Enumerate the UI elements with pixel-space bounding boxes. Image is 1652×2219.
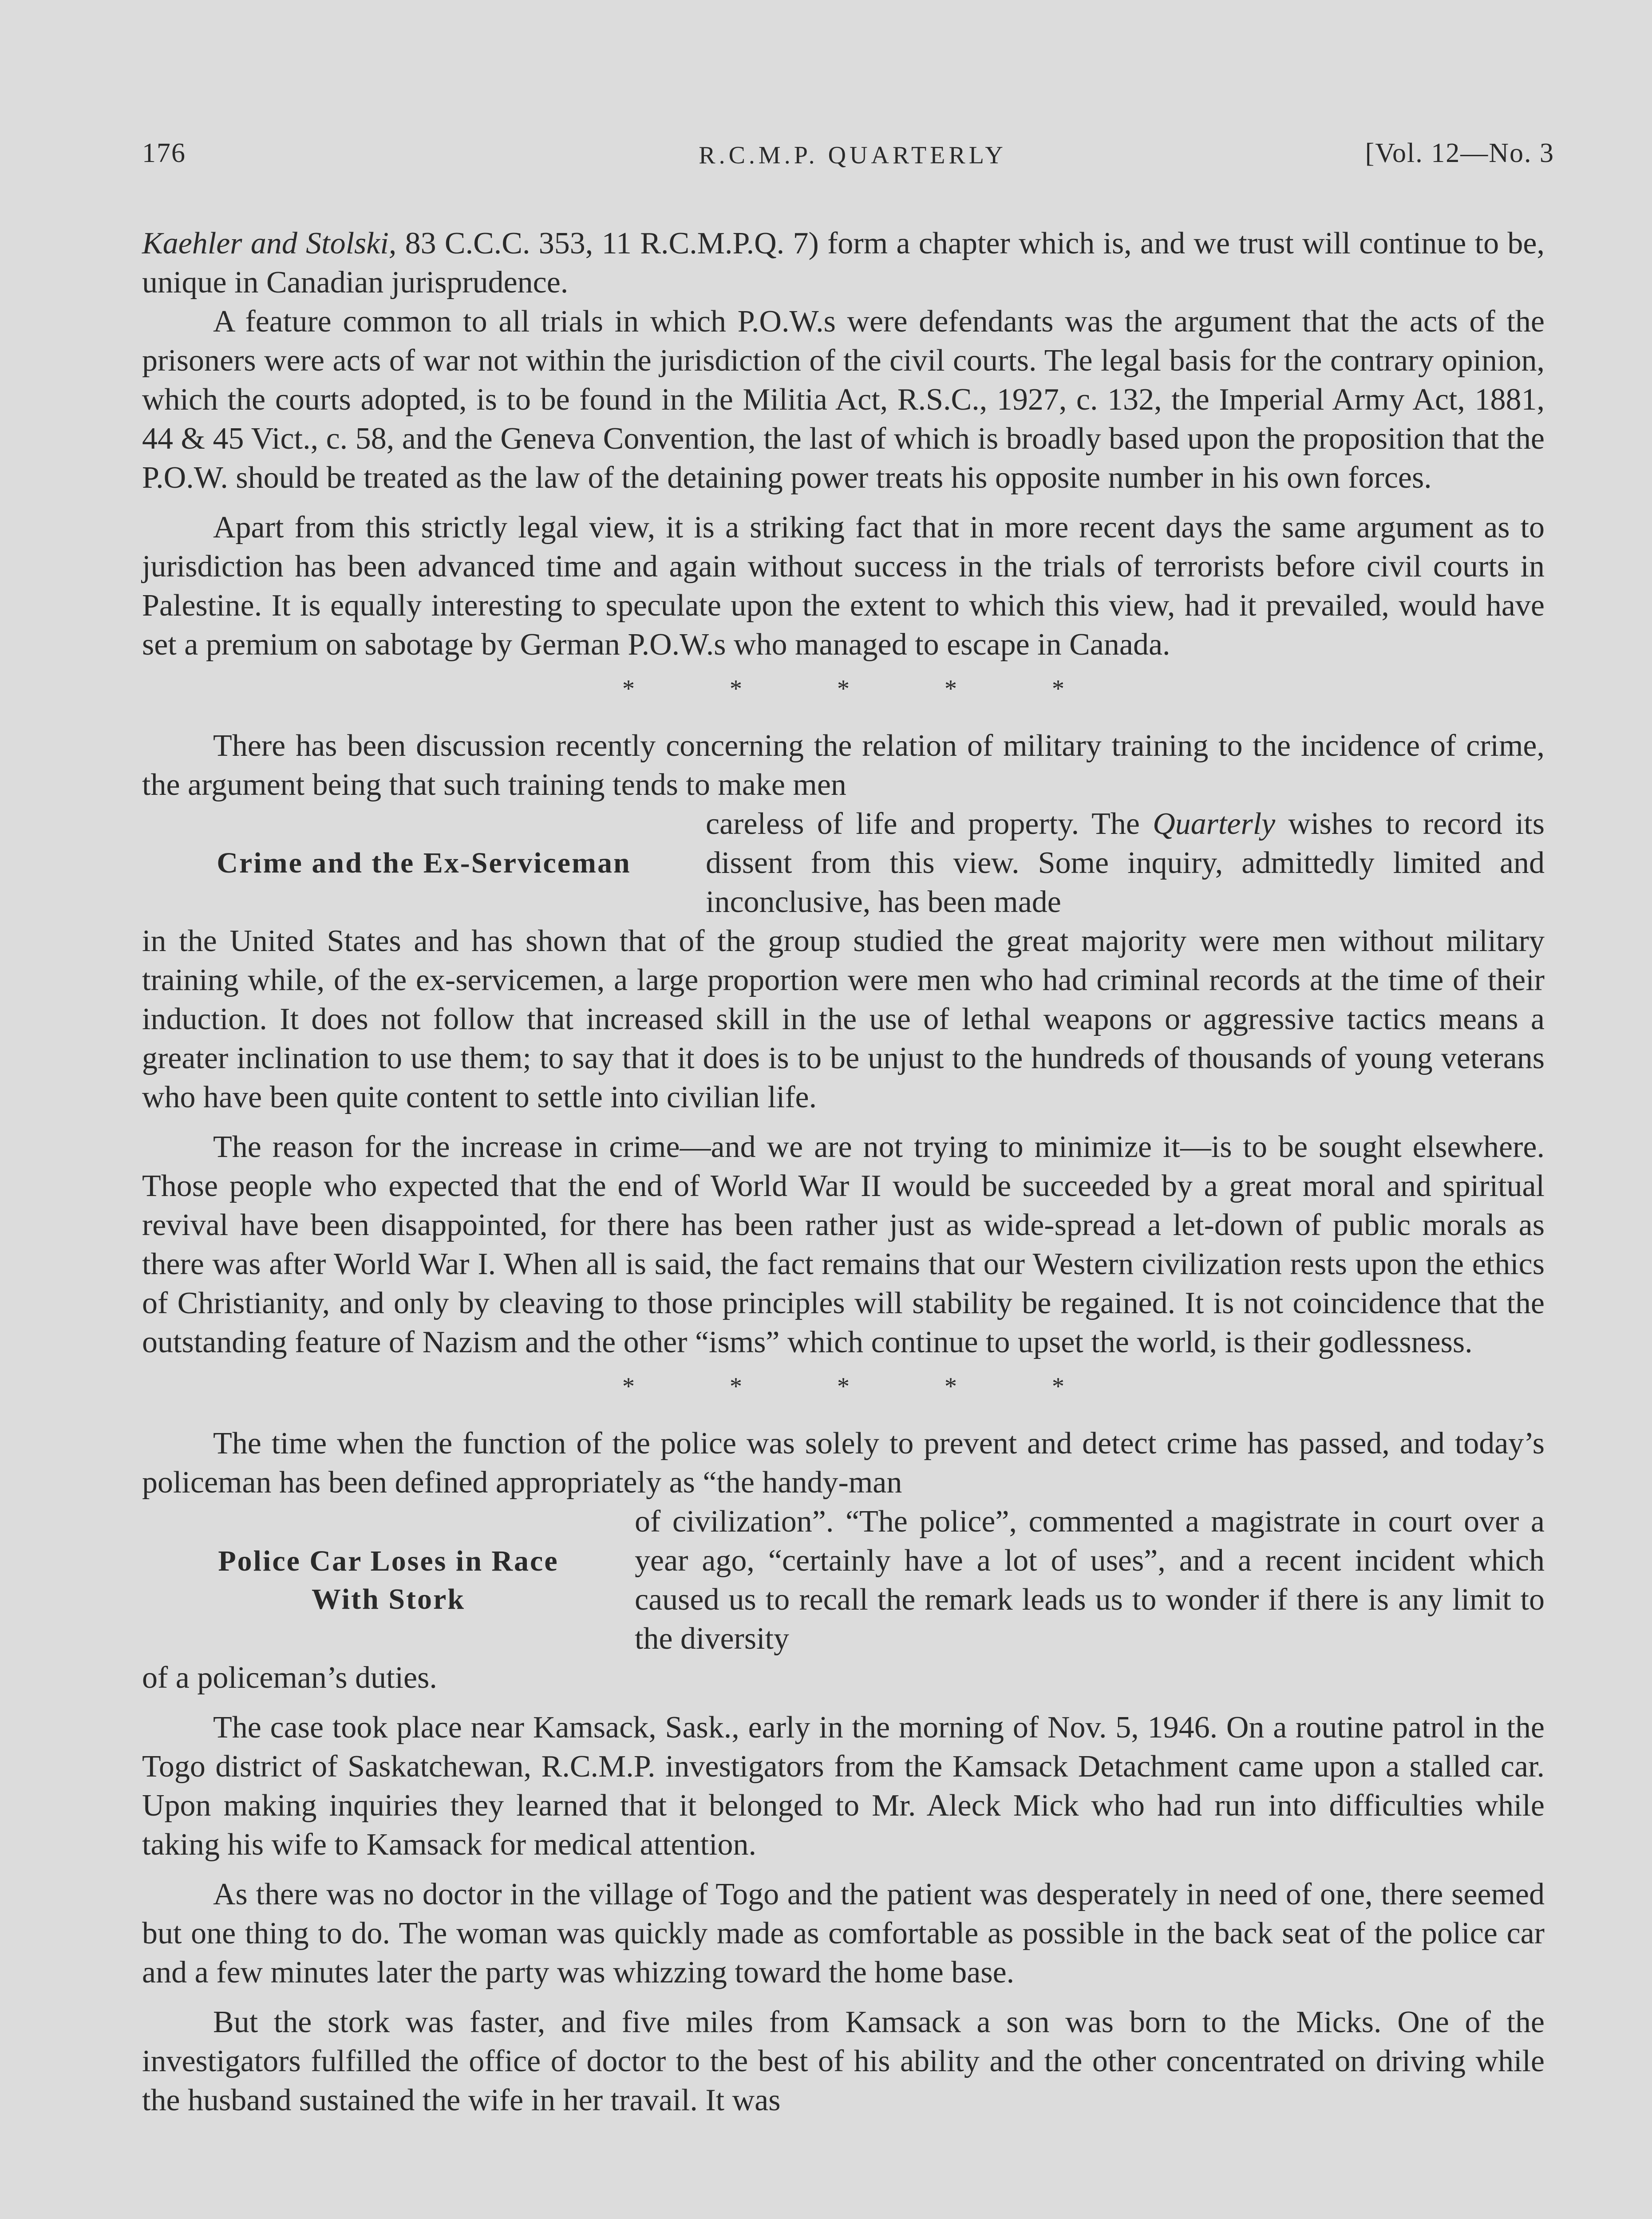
case-citation: Kaehler and Stolski, (142, 226, 397, 261)
paragraph: A feature common to all trials in which P.O.W.s were defendants was the argument that the acts of the prisoners were acts of war not within the jurisdiction of the civil courts. The legal basis for the contrary opinion, which the courts adopted, is to be found in the Militia Act, R.S.C., 1927, c. 132, the Imperial Army Act, 1881, 44 & 45 Vict., c. 58, and the Geneva Convention, the last of which is broadly based upon the proposition that the P.O.W. should be treated as the law of the detaining power treats his opposite number in his own forces. (142, 304, 1545, 495)
paragraph (142, 224, 1545, 302)
sidebar-block (142, 805, 1545, 922)
running-header (142, 138, 1563, 178)
section-separator: * * * * * (622, 1373, 1064, 1400)
paragraph: As there was no doctor in the village of Togo and the patient was desperately in need of one, there seemed but one thing to do. The woman was quickly made as comfortable as possible in the back seat of the police car and a few minutes later the party was whizzing toward the home base. (142, 1877, 1545, 1990)
heading-line: With Stork (311, 1583, 465, 1615)
section-heading (142, 1542, 635, 1619)
paragraph: The reason for the increase in crime—and we are not trying to minimize it—is to be sought elsewhere. Those people who expected that the end of World War II would be succeeded by a great moral and spiritual revival have been disappointed, for there has been rather just as wide-spread a let-down of public morals as there was after World War I. When all is said, the fact remains that our Western civilization rests upon the ethics of Christianity, and only by cleaving to those principles will stability be regained. It is not coincidence that the outstanding feature of Nazism and the other “isms” which continue to upset the world, is their godlessness. (142, 1130, 1545, 1359)
paragraph: Apart from this strictly legal view, it is a striking fact that in more recent days the same argument as to jurisdiction has been advanced time and again without success in the trials of terrorists before civil courts in Palestine. It is equally interesting to speculate upon the extent to which this view, had it prevailed, would have set a premium on sabotage by German P.O.W.s who managed to escape in Canada. (142, 510, 1545, 662)
paragraph: of civilization”. “The police”, commented a magistrate in court over a year ago, “certainly have a lot of uses”, and a recent incident which caused us to recall the remark leads us to wonder if there is any limit to the diversity (635, 1504, 1545, 1656)
sidebar-block (142, 1502, 1545, 1658)
heading-line: Police Car Loses in Race (218, 1545, 559, 1577)
section-heading: Crime and the Ex-Serviceman (217, 847, 631, 879)
section-separator: * * * * * (622, 675, 1064, 703)
paragraph (706, 805, 1545, 922)
publication-name: Quarterly (1153, 807, 1276, 841)
page-number: 176 (142, 138, 186, 168)
article-body (142, 224, 1545, 2120)
paragraph-text: wishes to record its dissent from this view. Some inquiry, admittedly limited and inconclusive, has been made (706, 807, 1545, 919)
paragraph-text: careless of life and property. The (706, 807, 1153, 841)
paragraph: But the stork was faster, and five miles from Kamsack a son was born to the Micks. One of the investigators fulfilled the office of doctor to the best of his ability and the other concentrated on driving while the husband sustained the wife in her travail. It was (142, 2005, 1545, 2117)
paragraph: The case took place near Kamsack, Sask., early in the morning of Nov. 5, 1946. On a routine patrol in the Togo district of Saskatchewan, R.C.M.P. investigators from the Kamsack Detachment came upon a stalled car. Upon making inquiries they learned that it belonged to Mr. Aleck Mick who had run into difficulties while taking his wife to Kamsack for medical attention. (142, 1710, 1545, 1862)
volume-info: [Vol. 12—No. 3 (1365, 138, 1554, 168)
paragraph: There has been discussion recently concerning the relation of military training to the incidence of crime, the argument being that such training tends to make men (142, 729, 1545, 802)
journal-title: R.C.M.P. QUARTERLY (699, 142, 1007, 169)
paragraph-text: 83 C.C.C. 353, 11 R.C.M.P.Q. 7) form a chapter which is, and we trust will continue to be, unique in Canadian jurisprudence. (142, 226, 1545, 300)
paragraph: of a policeman’s duties. (142, 1661, 437, 1695)
paragraph: in the United States and has shown that of the group studied the great majority were men without military training while, of the ex-servicemen, a large proportion were men who had criminal records at the time of their induction. It does not follow that increased skill in the use of lethal weapons or aggressive tactics means a greater inclination to use them; to say that it does is to be unjust to the hundreds of thousands of young veterans who have been quite content to settle into civilian life. (142, 924, 1545, 1114)
paragraph: The time when the function of the police was solely to prevent and detect crime has passed, and today’s policeman has been defined appropriately as “the handy-man (142, 1426, 1545, 1500)
